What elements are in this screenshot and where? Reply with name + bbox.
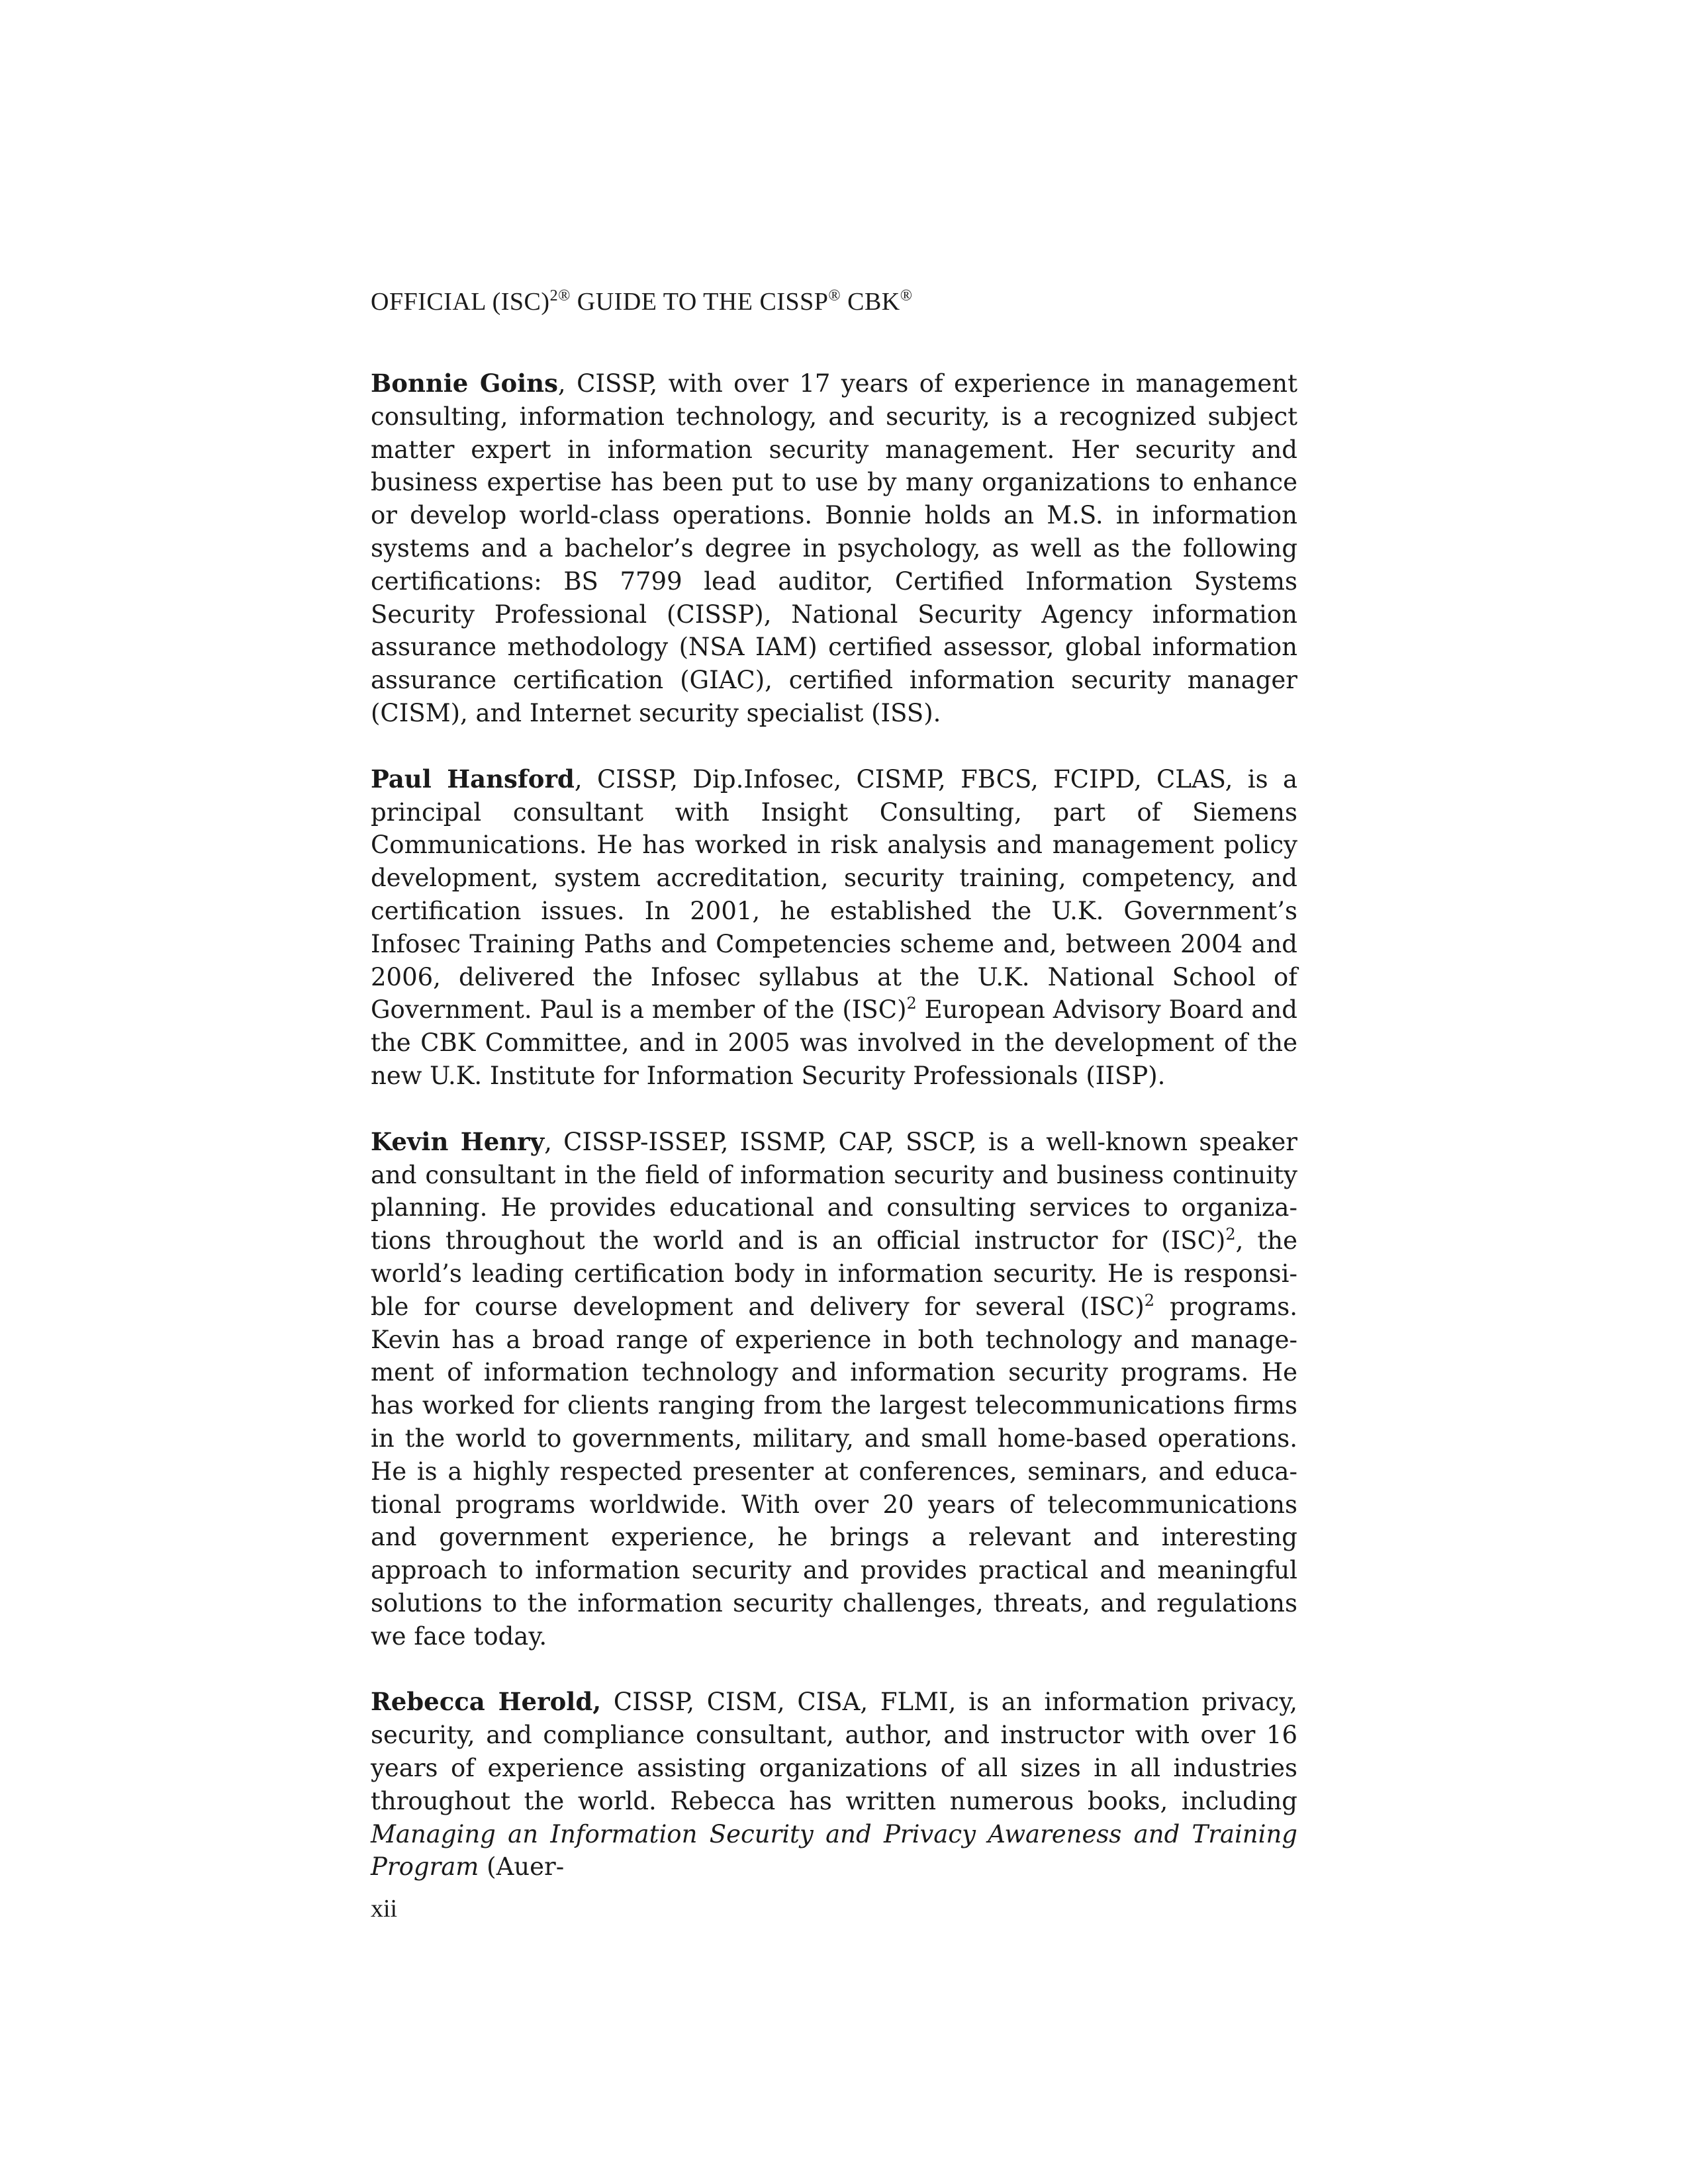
superscript: 2 xyxy=(1225,1225,1236,1244)
registered-superscript: 2® xyxy=(549,287,571,304)
running-head-text: OFFICIAL (ISC) xyxy=(371,288,550,316)
bio-text: (Auer- xyxy=(479,1852,565,1882)
bio-bonnie-goins xyxy=(371,367,1297,730)
book-title: Managing an Information Security and Privacy Awareness and Training Program xyxy=(371,1819,1297,1882)
bio-text: , CISSP, Dip.Infosec, CISMP, FBCS, FCIPD, CLAS, is a principal consultant with Insight Consulting, part of Siemens Communications. He has worked in risk analysis and management policy development, system accreditation, security training, competency, and certification issues. In 2001, he established the U.K. Government’s Infosec Training Paths and Competencies scheme and, between 2004 and 2006, delivered the Infosec syllabus at the U.K. National School of Government. Paul is a member of the (ISC) xyxy=(371,764,1298,1024)
bio-text: CISSP, CISM, CISA, FLMI, is an information privacy, security, and compliance consultant, author, and instructor with over 16 years of experience assisting organizations of all sizes in all industries throughout the world. Rebecca has written numerous books, including xyxy=(371,1688,1298,1815)
registered-superscript: ® xyxy=(900,287,913,304)
running-head-text: CBK xyxy=(841,288,900,316)
page-number: xii xyxy=(371,1895,398,1923)
bio-text: programs. Kevin has a broad range of experience in both technology and management of information technology and information security programs. He has worked for clients ranging from the largest telecommunications firms in the world to governments, military, and small home-based operations. He is a highly respected presenter at conferences, seminars, and educational programs worldwide. With over 20 years of telecommunications and government experience, he brings a relevant and interesting approach to information security and provides practical and meaningful solutions to the information security challenges, threats, and regulations we face today. xyxy=(371,1292,1297,1651)
bio-text: , CISSP, with over 17 years of experience in management consulting, information technology, and security, is a recognized subject matter expert in information security management. Her security and business expertise has been put to use by many organizations to enhance or develop world-class operations. Bonnie holds an M.S. in information systems and a bachelor’s degree in psychology, as well as the following certifications: BS 7799 lead auditor, Certified Information Systems Security Professional (CISSP), National Security Agency information assurance methodology (NSA IAM) certified assessor, global information assurance certification (GIAC), certified information security manager (CISM), and Internet security specialist (ISS). xyxy=(371,369,1297,727)
bio-text: European Advisory Board and the CBK Committee, and in 2005 was involved in the development of the new U.K. Institute for Information Security Professionals (IISP). xyxy=(371,995,1297,1090)
bio-name: Bonnie Goins xyxy=(371,369,558,398)
running-head-text: GUIDE TO THE CISSP xyxy=(570,288,829,316)
superscript: 2 xyxy=(1144,1291,1155,1310)
bio-name: Kevin Henry xyxy=(371,1126,545,1156)
bio-name: Rebecca Herold, xyxy=(371,1687,602,1717)
contributor-bios xyxy=(371,367,1297,1917)
registered-superscript: ® xyxy=(828,287,841,304)
bio-kevin-henry xyxy=(371,1126,1297,1653)
bio-name: Paul Hansford xyxy=(371,764,575,794)
running-head xyxy=(371,286,1311,318)
bio-rebecca-herold xyxy=(371,1686,1297,1884)
bio-text: , CISSP-ISSEP, ISSMP, CAP, SSCP, is a well-known speaker and consultant in the field of information security and business continuity planning. He provides educational and consulting services to organizations throughout the world and is an official instructor for (ISC) xyxy=(371,1127,1297,1255)
bio-text: , the world’s leading certification body in information security. He is responsible for course development and delivery for several (ISC) xyxy=(371,1226,1297,1321)
bio-paul-hansford xyxy=(371,763,1297,1093)
superscript: 2 xyxy=(906,994,917,1013)
